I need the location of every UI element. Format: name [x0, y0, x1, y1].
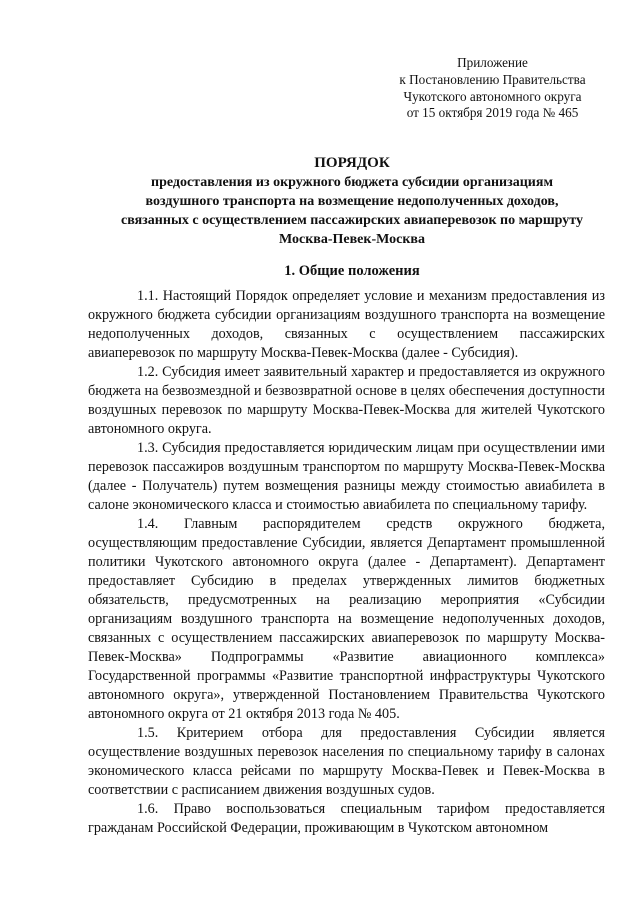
title-line: связанных с осуществлением пассажирских авиаперевозок по маршруту [121, 213, 583, 228]
paragraph: 1.6. Право воспользоваться специальным тарифом предоставляется гражданам Российской Федерации, проживающим в Чукотском автономном [88, 801, 605, 836]
title-line: предоставления из окружного бюджета субсидии организациям [151, 175, 553, 190]
appendix-region: Чукотского автономного округа [403, 88, 582, 104]
paragraph: 1.5. Критерием отбора для предоставления Субсидии является осуществление воздушных перевозок населения по специальному тарифу в салонах экономического класса рейсами по маршруту Москва-Певек и Певек-Москва в соответствии с расписанием движения воздушных судов. [88, 725, 605, 798]
paragraph: 1.2. Субсидия имеет заявительный характер и предоставляется из окружного бюджета на безвозмездной и безвозвратной основе в целях обеспечения доступности воздушных перевозок по маршруту Москва-Певек-Москва для жителей Чукотского автономного округа. [88, 364, 605, 437]
document-title [88, 153, 616, 249]
appendix-header [380, 55, 605, 122]
title-main: ПОРЯДОК [314, 155, 390, 171]
appendix-label: Приложение [457, 55, 528, 70]
appendix-date-number: от 15 октября 2019 года № 465 [406, 105, 579, 121]
appendix-resolution: к Постановлению Правительства [399, 71, 586, 87]
title-line: Москва-Певек-Москва [278, 232, 425, 247]
paragraph: 1.4. Главным распорядителем средств окружного бюджета, осуществляющим предоставление Субсидии, является Департамент промышленной политики Чукотского автономного округа (далее - Департамент). Департамент предоставляет Субсидию в пределах утвержденных лимитов бюджетных обязательств, предусмотренных на реализацию мероприятия «Субсидии организациям воздушного транспорта на возмещение недополученных доходов, связанных с осуществлением пассажирских авиаперевозок по маршруту Москва-Певек-Москва» Подпрограммы «Развитие авиационного комплекса» Государственной программы «Развитие транспортной инфраструктуры Чукотского автономного округа», утвержденной Постановлением Правительства Чукотского автономного округа от 21 октября 2013 года № 405. [88, 516, 605, 722]
title-line: воздушного транспорта на возмещение недополученных доходов, [145, 194, 559, 209]
paragraph: 1.3. Субсидия предоставляется юридическим лицам при осуществлении ими перевозок пассажиров воздушным транспортом по маршруту Москва-Певек-Москва (далее - Получатель) путем возмещения разницы между стоимостью авиабилета в салоне экономического класса и стоимостью авиабилета по специальному тарифу. [88, 440, 605, 513]
section-body [88, 287, 605, 838]
section-heading: 1. Общие положения [284, 263, 420, 279]
paragraph: 1.1. Настоящий Порядок определяет условие и механизм предоставления из окружного бюджета субсидии организациям воздушного транспорта на возмещение недополученных доходов, связанных с осуществлением пассажирских авиаперевозок по маршруту Москва-Певек-Москва (далее - Субсидия). [88, 288, 605, 361]
